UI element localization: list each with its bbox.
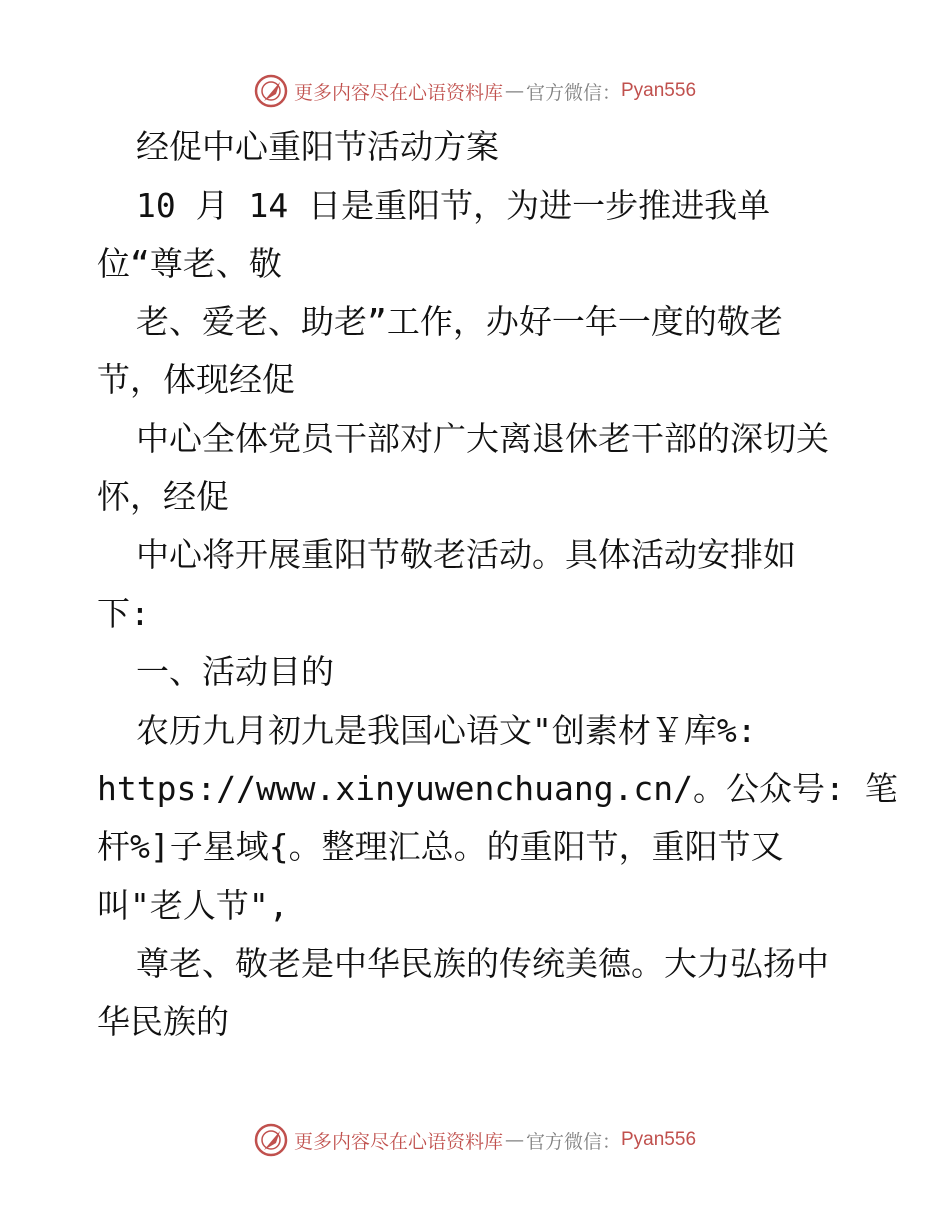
paragraph-line: 叫"老人节", bbox=[97, 886, 289, 925]
footer-watermark-banner bbox=[0, 1120, 950, 1160]
paragraph-line: 农历九月初九是我国心语文"创素材￥库%: bbox=[136, 711, 757, 750]
paragraph-line: 华民族的 bbox=[97, 1002, 229, 1041]
paragraph-line: 杆%]子星域{。整理汇总。的重阳节，重阳节又 bbox=[97, 827, 784, 866]
banner-separator: — bbox=[504, 80, 524, 102]
paragraph-line: 10 月 14 日是重阳节，为进一步推进我单 bbox=[136, 186, 771, 225]
banner-text: 更多内容尽在心语资料库 bbox=[293, 81, 503, 104]
paragraph-line: 怀，经促 bbox=[97, 477, 229, 516]
paragraph-line: 节，体现经促 bbox=[97, 360, 295, 399]
paragraph-line: 老、爱老、助老”工作，办好一年一度的敬老 bbox=[136, 302, 783, 341]
banner-wechat-label: 官方微信： bbox=[525, 81, 621, 104]
paragraph-line: https://www.xinyuwenchuang.cn/。公众号: 笔 bbox=[97, 769, 898, 808]
document-title: 经促中心重阳节活动方案 bbox=[136, 127, 499, 166]
banner-separator: — bbox=[504, 1129, 524, 1151]
banner-wechat-id: Pyan556 bbox=[621, 80, 697, 101]
paragraph-line: 中心将开展重阳节敬老活动。具体活动安排如 bbox=[136, 535, 796, 574]
quill-logo-icon bbox=[254, 1123, 288, 1157]
banner-wechat-id: Pyan556 bbox=[621, 1129, 697, 1150]
paragraph-line: 位“尊老、敬 bbox=[97, 244, 282, 283]
paragraph-line: 下: bbox=[97, 594, 150, 633]
banner-text: 更多内容尽在心语资料库 bbox=[293, 1130, 503, 1153]
paragraph-line: 中心全体党员干部对广大离退休老干部的深切关 bbox=[136, 419, 829, 458]
paragraph-line: 尊老、敬老是中华民族的传统美德。大力弘扬中 bbox=[136, 944, 829, 983]
section-heading: 一、活动目的 bbox=[136, 652, 334, 691]
banner-wechat-label: 官方微信： bbox=[525, 1130, 621, 1153]
